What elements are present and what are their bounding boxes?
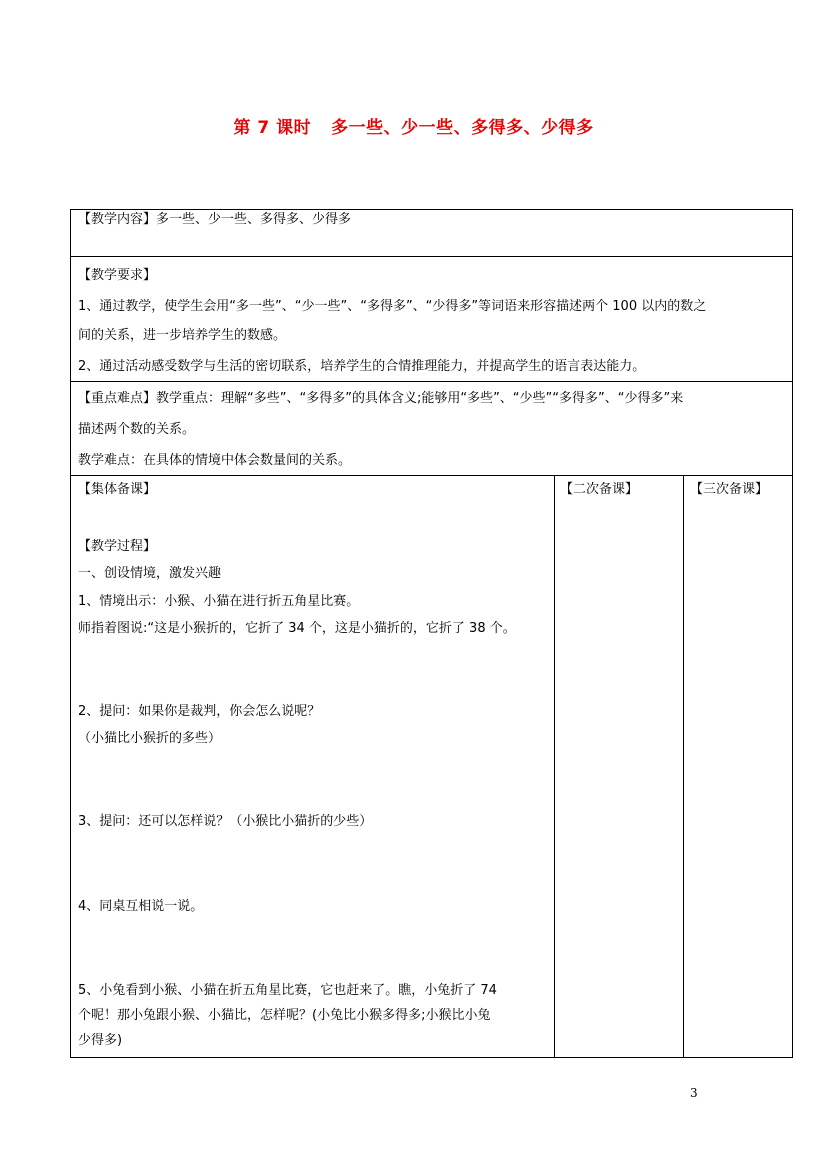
- table-border-left: [70, 209, 71, 1058]
- key-points-label: 【重点难点】: [78, 391, 157, 406]
- row-divider: [70, 256, 793, 257]
- second-prep-label: 【二次备课】: [560, 482, 639, 497]
- key-points-line1: [78, 391, 683, 407]
- process-step-1-detail: 师指着图说:“这是小猴折的，它折了 34 个，这是小猫折的，它折了 38 个。: [78, 621, 516, 636]
- row-divider: [70, 381, 793, 382]
- content-label: 【教学内容】: [78, 212, 157, 227]
- row-divider: [70, 475, 793, 476]
- column-divider: [554, 475, 555, 1058]
- lesson-number: 第 7 课时: [233, 118, 312, 138]
- page-title: [0, 113, 827, 138]
- process-label: 【教学过程】: [78, 539, 157, 554]
- requirement-1-line1: 1、通过教学，使学生会用“多一些”、“少一些”、“多得多”、“少得多”等词语来形容描述两个 100 以内的数之: [78, 299, 707, 314]
- process-step-5-line2: 个呢！那小兔跟小猴、小猫比，怎样呢？(小兔比小猴多得多;小猴比小兔: [78, 1008, 491, 1023]
- process-section-1: 一、创设情境，激发兴趣: [78, 566, 222, 581]
- content-row: [78, 212, 351, 228]
- process-step-2-answer: （小猫比小猴折的多些）: [78, 731, 222, 746]
- table-border-right: [792, 209, 793, 1058]
- process-step-4: 4、同桌互相说一说。: [78, 899, 204, 914]
- key-points-text: 教学重点：理解“多些”、“多得多”的具体含义;能够用“多些”、“少些”“多得多”、“少得多”来: [156, 391, 684, 406]
- collective-prep-label: 【集体备课】: [78, 482, 157, 497]
- process-step-5-line3: 少得多): [78, 1033, 123, 1048]
- table-border-top: [70, 209, 793, 210]
- process-step-3: 3、提问：还可以怎样说？（小猴比小猫折的少些）: [78, 814, 373, 829]
- requirement-2: 2、通过活动感受数学与生活的密切联系，培养学生的合情推理能力，并提高学生的语言表达能力。: [78, 359, 646, 374]
- third-prep-label: 【三次备课】: [690, 482, 769, 497]
- page-number: 3: [690, 1086, 698, 1100]
- content-text: 多一些、少一些、多得多、少得多: [156, 212, 352, 227]
- column-divider: [683, 475, 684, 1058]
- difficulty-text: 教学难点：在具体的情境中体会数量间的关系。: [78, 453, 352, 468]
- table-border-bottom: [70, 1057, 793, 1058]
- requirements-label: 【教学要求】: [78, 268, 157, 283]
- lesson-table: [70, 209, 793, 1058]
- requirement-1-line2: 间的关系，进一步培养学生的数感。: [78, 328, 287, 343]
- lesson-topic: 多一些、少一些、多得多、少得多: [331, 118, 594, 138]
- key-points-line2: 描述两个数的关系。: [78, 422, 196, 437]
- process-step-2: 2、提问：如果你是裁判，你会怎么说呢？: [78, 704, 321, 719]
- process-step-1: 1、情境出示：小猴、小猫在进行折五角星比赛。: [78, 594, 360, 609]
- process-step-5-line1: 5、小兔看到小猴、小猫在折五角星比赛，它也赶来了。瞧，小兔折了 74: [78, 983, 497, 998]
